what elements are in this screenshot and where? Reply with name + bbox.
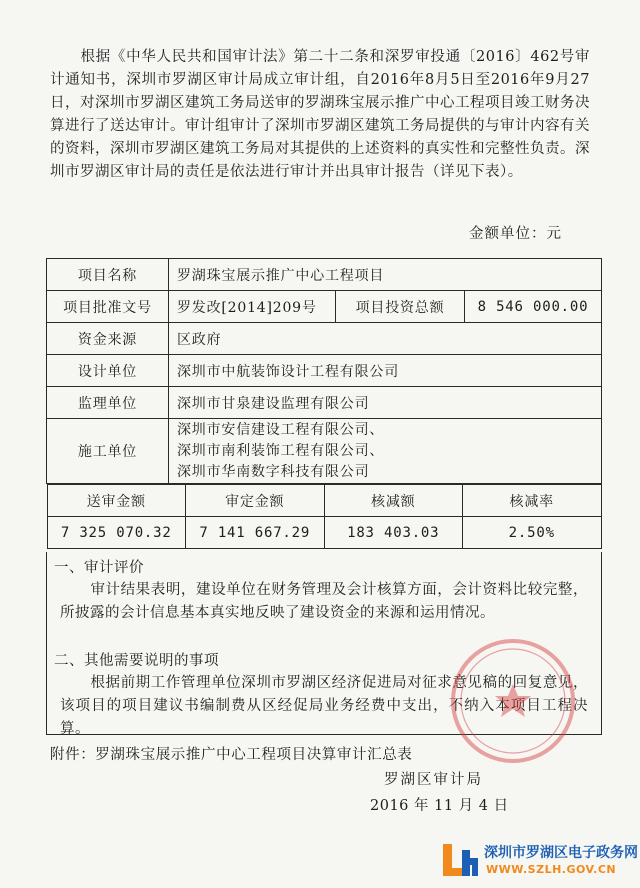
reduction-rate-header: 核减率	[463, 485, 602, 517]
builder-item: 深圳市南利装饰工程有限公司、	[177, 442, 385, 459]
intro-paragraph: 根据《中华人民共和国审计法》第二十二条和深罗审投通〔2016〕462号审计通知书，深圳市罗湖区审计局成立审计组，自2016年8月5日至2016年9月27日，对深圳市罗湖区建筑工务局送审的罗湖珠宝展示推广中心工程项目竣工财务决算进行了送达审计。审计组审计了深圳市罗湖区建筑工务局提供的与审计内容有关的资料，深圳市罗湖区建筑工务局对其提供的上述资料的真实性和完整性负责。深圳市罗湖区审计局的责任是依法进行审计并出具审计报告（详见下表）。	[50, 49, 590, 180]
investment-label: 项目投资总额	[336, 291, 465, 323]
section2-title: 二、其他需要说明的事项	[54, 653, 219, 669]
supervision-value: 深圳市甘泉建设监理有限公司	[169, 387, 602, 419]
builder-item: 深圳市安信建设工程有限公司、	[177, 421, 385, 438]
project-name-label: 项目名称	[47, 259, 169, 291]
construction-value	[169, 419, 602, 484]
project-name-value: 罗湖珠宝展示推广中心工程项目	[169, 259, 602, 291]
construction-label: 施工单位	[47, 419, 169, 484]
section2-body: 根据前期工作管理单位深圳市罗湖区经济促进局对征求意见稿的回复意见，该项目的项目建议书编制费从区经促局业务经费中支出，不纳入本项目工程决算。	[60, 675, 588, 737]
supervision-label: 监理单位	[47, 387, 169, 419]
reduction-value: 183 403.03	[324, 517, 463, 549]
table-row	[47, 259, 602, 291]
approved-amount-header: 审定金额	[186, 485, 325, 517]
lh-logo-icon	[440, 840, 480, 880]
site-logo	[440, 836, 636, 884]
issue-date: 2016 年 11 月 4 日	[370, 798, 509, 814]
issuing-org: 罗湖区审计局	[384, 772, 483, 788]
reduction-header: 核减额	[324, 485, 463, 517]
approval-no-value: 罗发改[2014]209号	[169, 291, 336, 323]
logo-url: WWW.SZLH.GOV.CN	[486, 863, 617, 876]
submitted-amount-header: 送审金额	[47, 485, 186, 517]
fund-source-label: 资金来源	[47, 323, 169, 355]
table-row	[47, 387, 602, 419]
logo-title: 深圳市罗湖区电子政务网	[484, 845, 638, 861]
reduction-rate-value: 2.50%	[463, 517, 602, 549]
approved-amount-value: 7 141 667.29	[186, 517, 325, 549]
table-row	[47, 419, 602, 484]
audit-info-table	[46, 258, 602, 549]
amount-unit: 金额单位：元	[469, 226, 562, 242]
investment-value: 8 546 000.00	[465, 291, 602, 323]
builder-item: 深圳市华南数字科技有限公司	[177, 463, 370, 480]
section1-body: 审计结果表明，建设单位在财务管理及会计核算方面，会计资料比较完整，所披露的会计信息基本真实地反映了建设资金的来源和运用情况。	[60, 582, 588, 621]
section1-title: 一、审计评价	[54, 560, 144, 576]
design-label: 设计单位	[47, 355, 169, 387]
design-value: 深圳市中航装饰设计工程有限公司	[169, 355, 602, 387]
submitted-amount-value: 7 325 070.32	[47, 517, 186, 549]
table-row	[47, 323, 602, 355]
attachment-note: 附件：罗湖珠宝展示推广中心工程项目决算审计汇总表	[50, 747, 413, 763]
table-row	[47, 355, 602, 387]
approval-no-label: 项目批准文号	[47, 291, 169, 323]
fund-source-value: 区政府	[169, 323, 602, 355]
table-row	[47, 291, 602, 323]
table-row	[47, 484, 602, 550]
official-seal-stamp	[448, 636, 578, 766]
